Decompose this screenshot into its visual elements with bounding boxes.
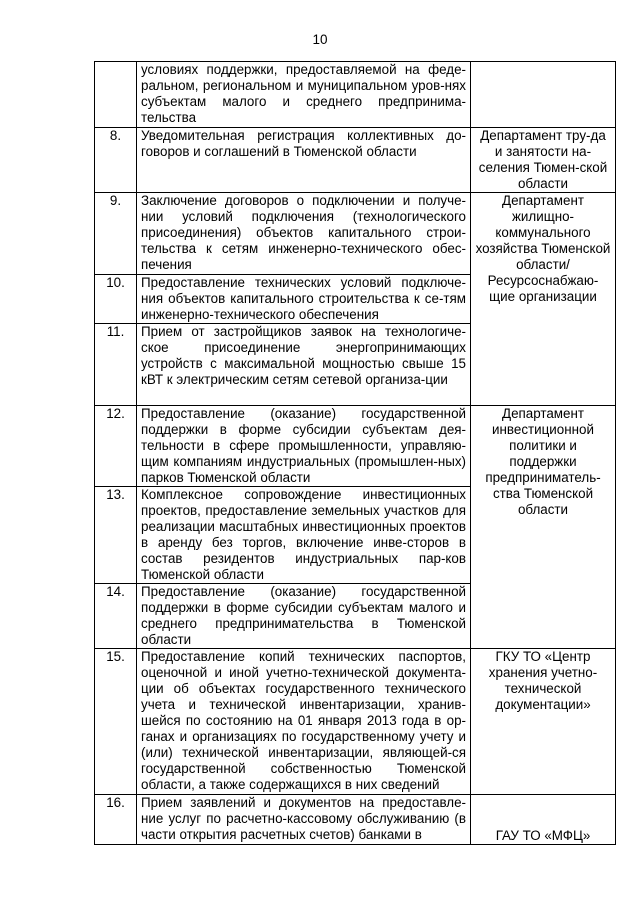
row-number: 15. <box>95 649 137 795</box>
table-row <box>95 193 616 275</box>
table-row <box>95 406 616 487</box>
page-number: 10 <box>312 32 328 47</box>
service-name: Предоставление копий технических паспортов, оценочной и иной учетно-технической документа-ции об объектах государственного технического учета и технической инвентаризации, хранив-шейся по состоянию на 01 января 2013 года в ор-ганах и организациях по государственному учету и (или) технической инвентаризации, являющей-ся государственной собственностью Тюменской области, а также содержащихся в них сведений <box>137 649 471 795</box>
row-number: 10. <box>95 275 137 324</box>
services-table <box>94 61 616 845</box>
row-number: 12. <box>95 406 137 487</box>
service-name: Комплексное сопровождение инвестиционных проектов, предоставление земельных участков для реализации масштабных инвестиционных проектов в аренду без торгов, включение инве-сторов в состав резидентов индустриальных пар-ков Тюменской области <box>137 487 471 584</box>
row-number: 14. <box>95 584 137 649</box>
table-row <box>95 649 616 795</box>
service-name: условиях поддержки, предоставляемой на феде-ральном, региональном и муниципальном уров-нях субъектам малого и среднего предпринима-тельства <box>137 62 471 128</box>
row-number: 8. <box>95 128 137 193</box>
row-number: 13. <box>95 487 137 584</box>
service-name: Предоставление (оказание) государственной поддержки в форме субсидии субъектам малого и среднего предпринимательства в Тюменской области <box>137 584 471 649</box>
department-gku: ГКУ ТО «Центр хранения учетно-технической документации» <box>471 649 616 795</box>
service-name: Предоставление технических условий подключе-ния объектов капитального строительства к се-тям инженерно-технического обеспечения <box>137 275 471 324</box>
row-number <box>95 62 137 128</box>
table-row <box>95 62 616 128</box>
service-name: Прием от застройщиков заявок на технологиче-ское присоединение энергопринимающих устройств с максимальной мощностью свыше 15 кВТ к электрическим сетям сетевой организа-ции <box>137 324 471 406</box>
row-number: 9. <box>95 193 137 275</box>
department-housing: Департамент жилищно-коммунального хозяйства Тюменской области/ Ресурсоснабжаю-щие организации <box>471 193 616 406</box>
department-cell-empty <box>471 62 616 128</box>
table-row <box>95 795 616 845</box>
service-name: Предоставление (оказание) государственной поддержки в форме субсидии субъектам дея-тельности в сфере промышленности, управляю-щим компаниям индустриальных (промышлен-ных) парков Тюменской области <box>137 406 471 487</box>
service-name: Прием заявлений и документов на предоставле-ние услуг по расчетно-кассовому обслуживанию (в части открытия расчетных счетов) банками в <box>137 795 471 845</box>
table-row <box>95 128 616 193</box>
department-labor: Департамент тру-да и занятости на-селения Тюмен-ской области <box>471 128 616 193</box>
row-number: 11. <box>95 324 137 406</box>
department-investment: Департамент инвестиционной политики и поддержки предприниматель-ства Тюменской области <box>471 406 616 649</box>
service-name: Уведомительная регистрация коллективных до-говоров и соглашений в Тюменской области <box>137 128 471 193</box>
row-number: 16. <box>95 795 137 845</box>
service-name: Заключение договоров о подключении и получе-нии условий подключения (технологического присоединения) объектов капитального строи-тельства к сетям инженерно-технического обес-печения <box>137 193 471 275</box>
department-gau: ГАУ ТО «МФЦ» <box>471 795 616 845</box>
